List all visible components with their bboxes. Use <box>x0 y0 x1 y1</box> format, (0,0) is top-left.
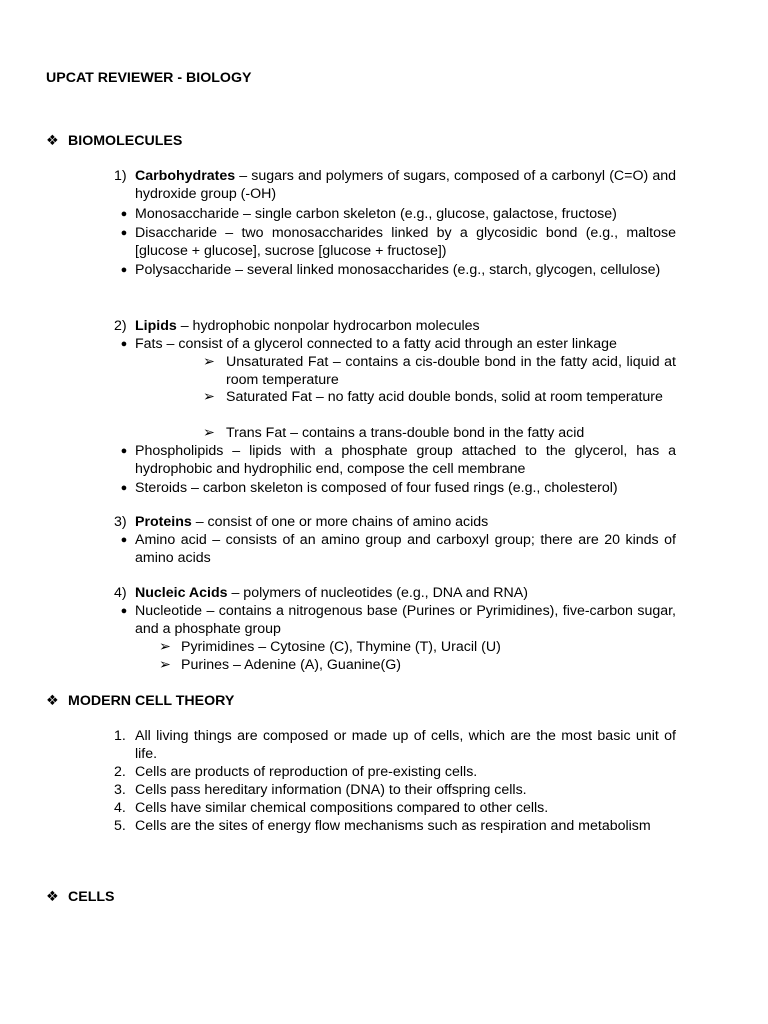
lipids-definition <box>135 317 676 335</box>
bullet-icon: ● <box>120 605 128 617</box>
carbohydrates-definition <box>135 167 676 203</box>
arrow-bullet-icon: ➢ <box>203 425 215 441</box>
list-number: 3) <box>114 514 127 530</box>
list-item: Cells are the sites of energy flow mechanisms such as respiration and metabolism <box>135 818 651 834</box>
term: Carbohydrates <box>135 168 236 184</box>
arrow-bullet-icon: ➢ <box>159 657 171 673</box>
definition: – sugars and polymers of sugars, composed of a carbonyl (C=O) and hydroxide group (-OH) <box>135 168 676 202</box>
diamond-bullet-icon: ❖ <box>46 693 59 709</box>
list-item: Steroids – carbon skeleton is composed of four fused rings (e.g., cholesterol) <box>135 480 618 496</box>
section-title: CELLS <box>68 889 115 905</box>
diamond-bullet-icon: ❖ <box>46 133 59 149</box>
list-item: Cells are products of reproduction of pre-existing cells. <box>135 764 478 780</box>
term: Lipids <box>135 318 177 334</box>
list-item: Polysaccharide – several linked monosaccharides (e.g., starch, glycogen, cellulose) <box>135 262 661 278</box>
list-item: Phospholipids – lipids with a phosphate group attached to the glycerol, has a hydrophobic and hydrophilic end, compose the cell membrane <box>135 443 676 477</box>
list-item: All living things are composed or made up of cells, which are the most basic unit of life. <box>135 728 676 762</box>
section-title: MODERN CELL THEORY <box>68 693 235 709</box>
list-item: Cells pass hereditary information (DNA) to their offspring cells. <box>135 782 527 798</box>
bullet-icon: ● <box>120 482 128 494</box>
definition: – hydrophobic nonpolar hydrocarbon molecules <box>176 318 480 334</box>
sub-list-item: Pyrimidines – Cytosine (C), Thymine (T), Uracil (U) <box>181 639 501 655</box>
list-number: 4. <box>114 800 126 816</box>
bullet-icon: ● <box>120 208 128 220</box>
sub-list-item: Unsaturated Fat – contains a cis-double bond in the fatty acid, liquid at room temperature <box>226 354 676 388</box>
sub-list-item: Trans Fat – contains a trans-double bond in the fatty acid <box>226 425 585 441</box>
section-title: BIOMOLECULES <box>68 133 183 149</box>
diamond-bullet-icon: ❖ <box>46 889 59 905</box>
sub-list-item: Saturated Fat – no fatty acid double bonds, solid at room temperature <box>226 389 663 405</box>
list-number: 5. <box>114 818 126 834</box>
list-number: 1. <box>114 728 126 744</box>
list-number: 2) <box>114 318 127 334</box>
proteins-definition <box>135 513 676 531</box>
bullet-icon: ● <box>120 445 128 457</box>
bullet-icon: ● <box>120 338 128 350</box>
section-heading-cell-theory <box>46 692 234 710</box>
section-heading-cells <box>46 888 115 906</box>
arrow-bullet-icon: ➢ <box>203 354 215 370</box>
list-number: 2. <box>114 764 126 780</box>
bullet-icon: ● <box>120 534 128 546</box>
section-heading-biomolecules <box>46 132 182 150</box>
list-item: Amino acid – consists of an amino group and carboxyl group; there are 20 kinds of amino acids <box>135 532 676 566</box>
arrow-bullet-icon: ➢ <box>203 389 215 405</box>
bullet-icon: ● <box>120 227 128 239</box>
definition: – polymers of nucleotides (e.g., DNA and RNA) <box>227 585 528 601</box>
list-item: Cells have similar chemical compositions compared to other cells. <box>135 800 549 816</box>
list-item: Monosaccharide – single carbon skeleton (e.g., glucose, galactose, fructose) <box>135 206 617 222</box>
sub-list-item: Purines – Adenine (A), Guanine(G) <box>181 657 402 673</box>
term: Proteins <box>135 514 192 530</box>
term: Nucleic Acids <box>135 585 228 601</box>
document-title: UPCAT REVIEWER - BIOLOGY <box>46 70 252 86</box>
list-number: 4) <box>114 585 127 601</box>
arrow-bullet-icon: ➢ <box>159 639 171 655</box>
list-item: Nucleotide – contains a nitrogenous base (Purines or Pyrimidines), five-carbon sugar, and a phosphate group <box>135 603 676 637</box>
list-number: 1) <box>114 168 127 184</box>
list-item: Fats – consist of a glycerol connected to a fatty acid through an ester linkage <box>135 336 617 352</box>
bullet-icon: ● <box>120 264 128 276</box>
list-item: Disaccharide – two monosaccharides linked by a glycosidic bond (e.g., maltose [glucose + glucose], sucrose [glucose + fructose]) <box>135 225 676 259</box>
list-number: 3. <box>114 782 126 798</box>
nucleic-acids-definition <box>135 584 676 602</box>
definition: – consist of one or more chains of amino acids <box>191 514 489 530</box>
